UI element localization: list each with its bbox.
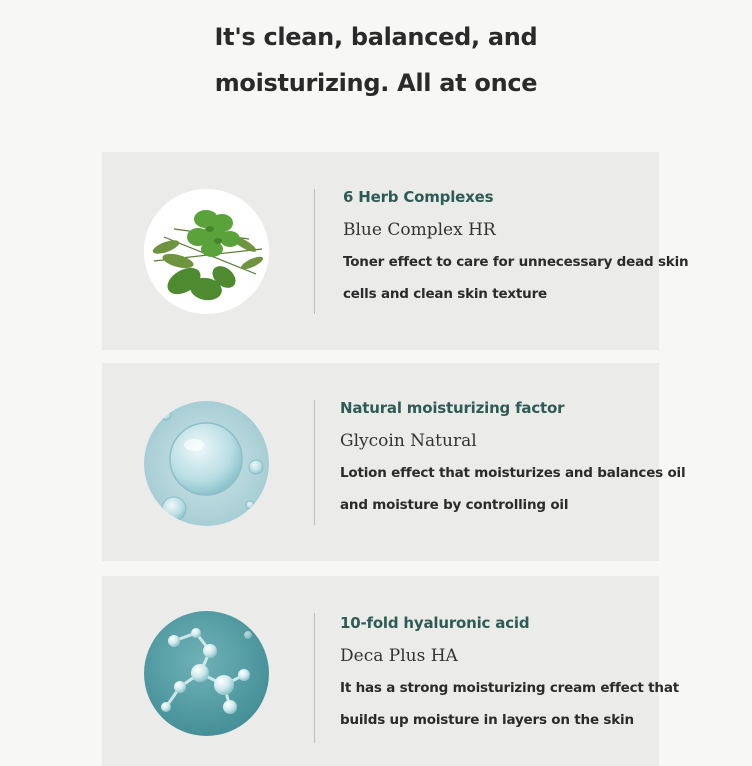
headline bbox=[0, 14, 752, 106]
divider bbox=[314, 400, 315, 525]
description-line-2: and moisture by controlling oil bbox=[340, 497, 569, 513]
description-line-2: builds up moisture in layers on the skin bbox=[340, 712, 634, 728]
description-line-2: cells and clean skin texture bbox=[343, 286, 547, 302]
ingredient-name: Deca Plus HA bbox=[340, 646, 458, 666]
headline-line-2: moisturizing. All at once bbox=[214, 69, 538, 97]
ingredient-heading: 10-fold hyaluronic acid bbox=[340, 614, 530, 632]
ingredient-text bbox=[343, 186, 689, 310]
herbs-icon bbox=[144, 189, 269, 314]
ingredient-card-herb bbox=[102, 152, 689, 350]
description-line-1: Lotion effect that moisturizes and balances oil bbox=[340, 465, 686, 481]
divider bbox=[314, 613, 315, 743]
ingredient-name: Glycoin Natural bbox=[340, 431, 477, 451]
ingredient-description bbox=[340, 672, 689, 736]
description-line-1: Toner effect to care for unnecessary dead skin bbox=[343, 254, 689, 270]
ingredient-name: Blue Complex HR bbox=[343, 220, 496, 240]
divider bbox=[314, 189, 315, 314]
ingredient-card-moisturizing bbox=[102, 363, 686, 561]
ingredient-heading: Natural moisturizing factor bbox=[340, 399, 565, 417]
description-line-1: It has a strong moisturizing cream effect that bbox=[340, 680, 679, 696]
ingredient-description bbox=[340, 457, 689, 521]
water-droplet-icon bbox=[144, 401, 269, 526]
ingredient-heading: 6 Herb Complexes bbox=[343, 188, 494, 206]
ingredient-text bbox=[340, 612, 689, 736]
ingredient-description bbox=[343, 246, 689, 310]
ingredient-card-hyaluronic bbox=[102, 576, 679, 766]
ingredient-text bbox=[340, 397, 689, 521]
molecule-icon bbox=[144, 611, 269, 736]
headline-line-1: It's clean, balanced, and bbox=[214, 23, 538, 51]
